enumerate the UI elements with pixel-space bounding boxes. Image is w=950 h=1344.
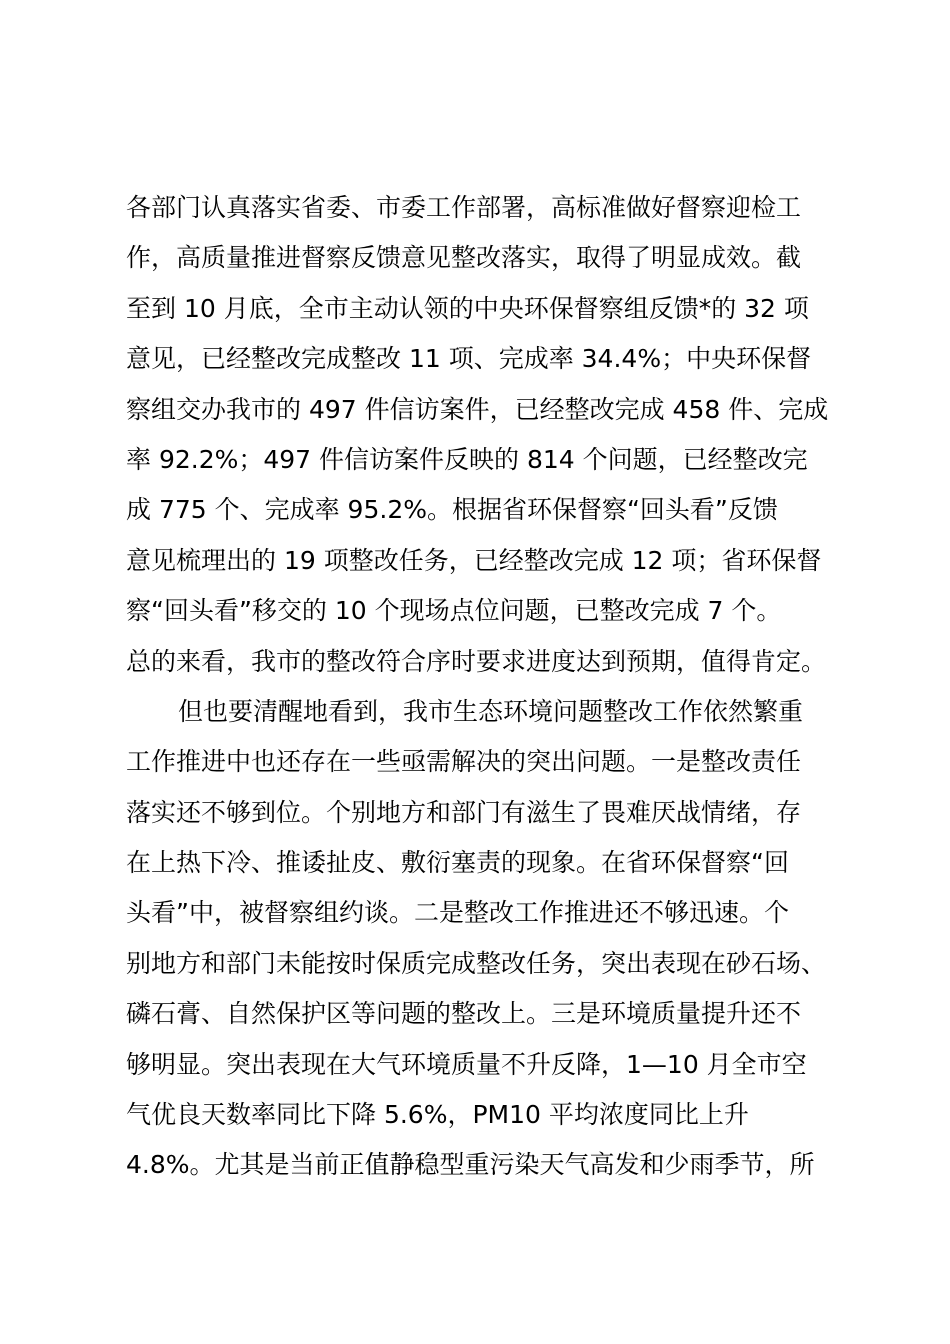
text-line: 率 92.2%；497 件信访案件反映的 814 个问题，已经整改完: [126, 444, 808, 474]
text-line: 意见，已经整改完成整改 11 项、完成率 34.4%；中央环保督: [126, 344, 812, 374]
text-line: 4.8%。尤其是当前正值静稳型重污染天气高发和少雨季节，所: [126, 1150, 815, 1180]
text-line: 工作推进中也还存在一些亟需解决的突出问题。一是整改责任: [126, 747, 802, 777]
text-line: 别地方和部门未能按时保质完成整改任务，突出表现在砂石场、: [126, 948, 827, 978]
text-line: 在上热下冷、推诿扯皮、敷衍塞责的现象。在省环保督察“回: [126, 848, 789, 878]
text-line: 至到 10 月底，全市主动认领的中央环保督察组反馈*的 32 项: [126, 293, 809, 323]
text-line: 气优良天数率同比下降 5.6%，PM10 平均浓度同比上升: [126, 1100, 749, 1130]
text-line: 成 775 个、完成率 95.2%。根据省环保督察“回头看”反馈: [126, 495, 778, 525]
text-line: 磷石膏、自然保护区等问题的整改上。三是环境质量提升还不: [126, 999, 802, 1029]
text-line: 够明显。突出表现在大气环境质量不升反降，1—10 月全市空: [126, 1049, 807, 1079]
text-line: 作，高质量推进督察反馈意见整改落实，取得了明显成效。截: [126, 243, 802, 273]
text-line: 察组交办我市的 497 件信访案件，已经整改完成 458 件、完成: [126, 394, 829, 424]
text-line: 总的来看，我市的整改符合序时要求进度达到预期，值得肯定。: [126, 646, 827, 676]
text-line: 察“回头看”移交的 10 个现场点位问题，已整改完成 7 个。: [126, 596, 782, 626]
text-line: 落实还不够到位。个别地方和部门有滋生了畏难厌战情绪，存: [126, 797, 802, 827]
text-line: 各部门认真落实省委、市委工作部署，高标准做好督察迎检工: [126, 193, 802, 222]
text-line: 意见梳理出的 19 项整改任务，已经整改完成 12 项；省环保督: [126, 545, 822, 575]
body-text: [126, 183, 856, 1191]
paragraph-first-line: 但也要清醒地看到，我市生态环境问题整改工作依然繁重: [178, 696, 804, 726]
text-line: 头看”中，被督察组约谈。二是整改工作推进还不够迅速。个: [126, 898, 789, 928]
